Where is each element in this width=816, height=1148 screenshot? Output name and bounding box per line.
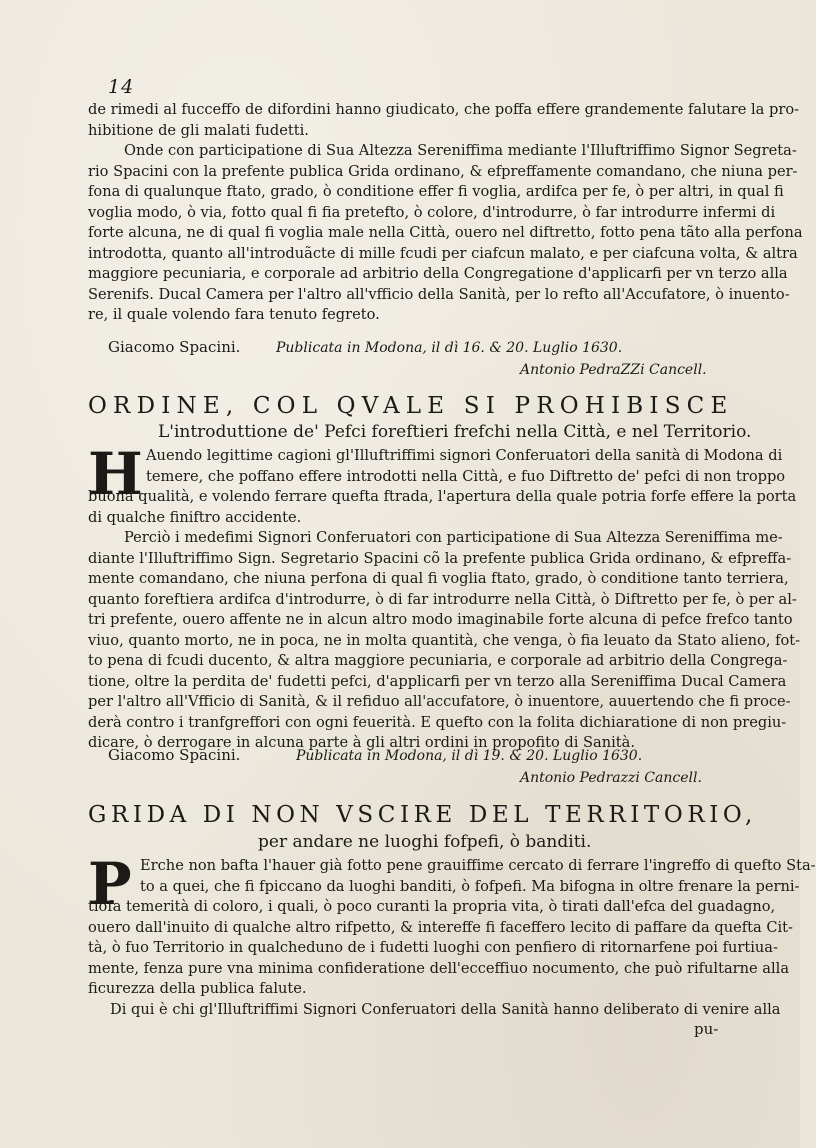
publication-note: Publicata in Modona, il dì 19. & 20. Luglio 1630.: [296, 748, 643, 764]
text-line: derà contro i tranfgreffori con ogni feuerità. E quefto con la folita dichiaratione di non pregiu-: [88, 713, 787, 731]
text-line: ficurezza della publica falute.: [88, 980, 307, 997]
text-line: diante l'Illuftriffimo Sign. Segretario Spacini cõ la prefente publica Grida ordinano, & efpreffa-: [88, 549, 792, 567]
text-line: maggiore pecuniaria, e corporale ad arbitrio della Congregatione d'applicarfi per vn terzo alla: [88, 265, 788, 282]
catchword: pu-: [694, 1020, 719, 1038]
text-line: re, il quale volendo fara tenuto fegreto.: [88, 306, 380, 323]
chancellor-signature: Antonio PedraZZi Cancell.: [520, 362, 707, 378]
paragraph-3: [88, 850, 816, 1020]
paragraph-1: [88, 100, 803, 326]
text-line: Di qui è chi gl'Illuftriffimi Signori Conferuatori della Sanità hanno deliberato di venire alla: [110, 1000, 781, 1018]
text-line: temere, che poffano effere introdotti nella Città, e fuo Diftretto de' pefci di non troppo: [146, 467, 786, 485]
signature-name: Giacomo Spacini.: [108, 338, 241, 356]
text-line: per l'altro all'Vfficio di Sanità, & il refiduo all'accufatore, ò inuentore, auuertendo che fi proce-: [88, 693, 791, 710]
text-line: quanto foreftiera ardifca d'introdurre, ò di far introdurre nella Città, ò Diftretto per fe, ò per al-: [88, 590, 797, 608]
publication-note: Publicata in Modona, il dì 16. & 20. Luglio 1630.: [276, 340, 623, 356]
text-line: forte alcuna, ne di qual fi voglia male nella Città, ouero nel diftretto, fotto pena tãto alla perfona: [88, 224, 803, 241]
text-line: rio Spacini con la prefente publica Grida ordinano, & efpreffamente comandano, che niuna per-: [88, 162, 798, 180]
text-line: buona qualità, e volendo ferrare quefta ftrada, l'apertura della quale potria forfe effere la porta: [88, 488, 797, 505]
text-line: Serenifs. Ducal Camera per l'altro all'vfficio della Sanità, per lo refto all'Accufatore, ò inuento-: [88, 285, 790, 303]
text-line: tri prefente, ouero affente ne in alcun altro modo imaginabile forte alcuna di pefce frefco tanto: [88, 611, 793, 628]
text-line: Onde con participatione di Sua Altezza Sereniffima mediante l'Illuftriffimo Signor Segreta-: [124, 142, 797, 159]
text-line: viuo, quanto morto, ne in poca, ne in molta quantità, che venga, ò fia leuato da Stato alieno, fot-: [88, 631, 801, 649]
text-line: ouero dall'inuito di qualche altro rifpetto, & intereffe fi faceffero lecito di paffare da quefta Cit-: [88, 918, 793, 936]
text-line: voglia modo, ò via, fotto qual fi fia pretefto, ò colore, d'introdurre, ò far introdurre infermi di: [88, 203, 776, 221]
signature-name: Giacomo Spacini.: [108, 746, 241, 764]
text-line: Perciò i medefimi Signori Conferuatori con participatione di Sua Altezza Sereniffima me-: [124, 529, 783, 546]
chancellor-signature: Antonio Pedrazzi Cancell.: [520, 770, 702, 786]
section-subheading: per andare ne luoghi fofpefi, ò banditi.: [258, 832, 592, 852]
text-line: fona di qualunque ftato, grado, ò conditione effer fi voglia, ardifca per fe, ò per altri, in qual fi: [88, 183, 784, 200]
paragraph-2: [88, 440, 801, 754]
text-line: to a quei, che fi fpiccano da luoghi banditi, ò fofpefi. Ma bifogna in oltre frenare la perni-: [140, 877, 800, 895]
text-line: tà, ò fuo Territorio in qualcheduno de i fudetti luoghi con penfiero di ritornarfene poi furtiua-: [88, 939, 778, 956]
text-line: mente, fenza pure vna minima confideratione dell'ecceffiuo nocumento, che può rifultarne alla: [88, 959, 790, 977]
page-number: 14: [108, 76, 135, 98]
text-line: Erche non bafta l'hauer già fotto pene grauiffime cercato di ferrare l'ingreffo di quefto Sta-: [140, 857, 816, 874]
text-line: de rimedi al fucceffo de difordini hanno giudicato, che poffa effere grandemente falutare la pro-: [88, 101, 800, 118]
text-line: tione, oltre la perdita de' fudetti pefci, d'applicarfi per vn terzo alla Sereniffima Ducal Camera: [88, 672, 787, 690]
text-line: hibitione de gli malati fudetti.: [88, 121, 309, 139]
text-line: to pena di fcudi ducento, & altra maggiore pecuniaria, e corporale ad arbitrio della Congrega-: [88, 652, 788, 669]
drop-cap: P: [88, 850, 132, 918]
section-heading: GRIDA DI NON VSCIRE DEL TERRITORIO,: [88, 802, 757, 828]
section-heading: ORDINE, COL QVALE SI PROHIBISCE: [88, 393, 734, 419]
text-line: tiofa temerità di coloro, i quali, ò poco curanti la propria vita, ò tirati dall'efca del guadagno,: [88, 898, 776, 915]
text-line: Auendo legittime cagioni gl'Illuftriffimi signori Conferuatori della sanità di Modona di: [146, 447, 783, 464]
text-line: dicare, ò derrogare in alcuna parte à gli altri ordini in propofito di Sanità.: [88, 734, 635, 751]
text-line: mente comandano, che niuna perfona di qual fi voglia ftato, grado, ò conditione tanto terriera,: [88, 570, 789, 587]
drop-cap: H: [88, 440, 143, 508]
text-line: introdotta, quanto all'introduãcte di mille fcudi per ciafcun malato, e per ciafcuna volta, & altra: [88, 244, 798, 262]
text-line: di qualche finiftro accidente.: [88, 508, 302, 526]
section-subheading: L'introduttione de' Pefci foreftieri frefchi nella Città, e nel Territorio.: [158, 422, 752, 442]
